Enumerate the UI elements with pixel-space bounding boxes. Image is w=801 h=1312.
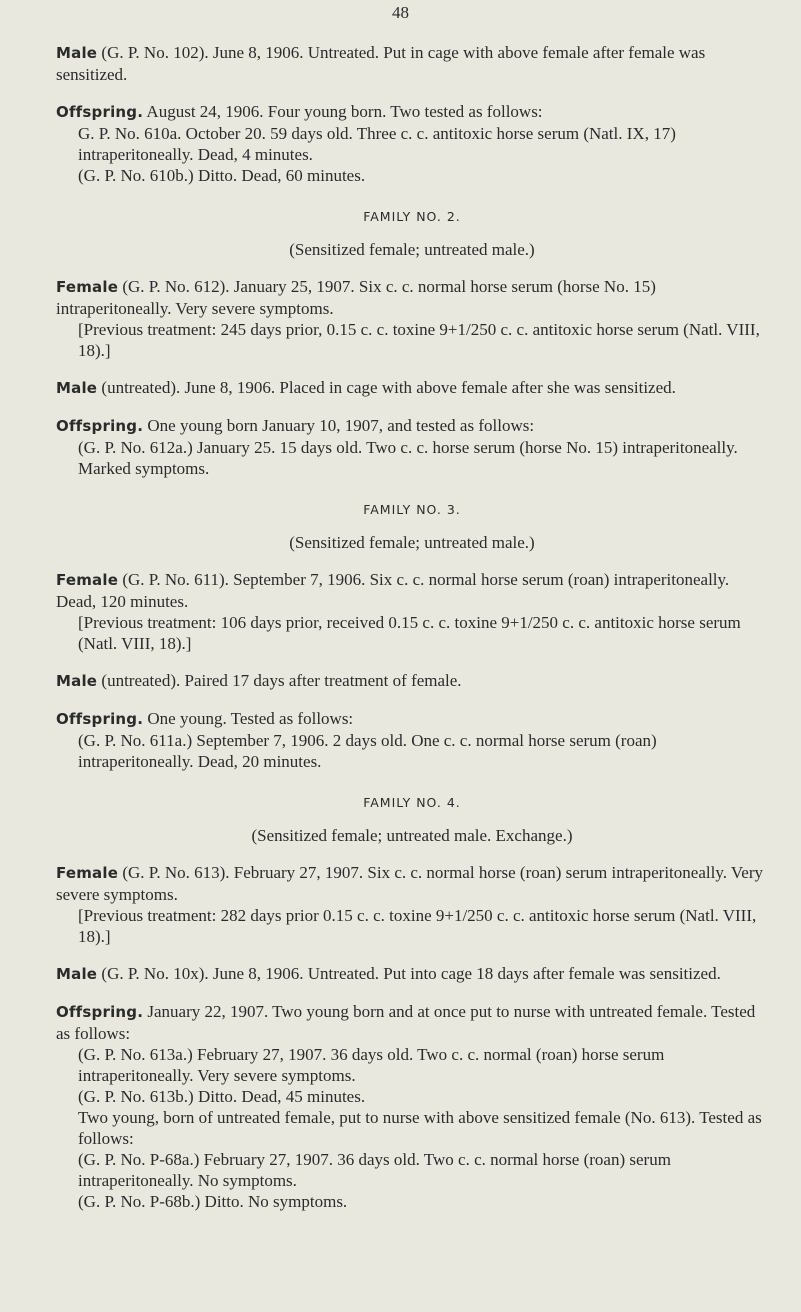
offspring-label: Offspring. bbox=[56, 417, 144, 435]
family-heading: FAMILY NO. 4. bbox=[363, 795, 461, 810]
male-text: (untreated). Paired 17 days after treatment of female. bbox=[97, 671, 462, 690]
female-paragraph bbox=[56, 569, 768, 612]
male-label: Male bbox=[56, 379, 98, 397]
test-line: G. P. No. 610a. October 20. 59 days old. Three c. c. antitoxic horse serum (Natl. IX, 17) intraperitoneally. Dead, 4 minutes. bbox=[78, 124, 676, 164]
intro-offspring-paragraph bbox=[56, 101, 768, 123]
male-paragraph bbox=[56, 377, 768, 399]
female-label: Female bbox=[56, 278, 119, 296]
family-heading: FAMILY NO. 3. bbox=[363, 502, 461, 517]
offspring-text: January 22, 1907. Two young born and at once put to nurse with untreated female. Tested as follows: bbox=[56, 1002, 756, 1043]
test-line: (G. P. No. 611a.) September 7, 1906. 2 days old. One c. c. normal horse serum (roan) intraperitoneally. Dead, 20 minutes. bbox=[78, 731, 657, 771]
family-subtitle: (Sensitized female; untreated male.) bbox=[289, 240, 535, 259]
offspring-text: One young. Tested as follows: bbox=[143, 709, 354, 728]
test-line: (G. P. No. 613b.) Ditto. Dead, 45 minutes. bbox=[78, 1087, 366, 1106]
test-line: (G. P. No. 612a.) January 25. 15 days old. Two c. c. horse serum (horse No. 15) intraperitoneally. Marked symptoms. bbox=[78, 438, 738, 478]
previous-treatment: [Previous treatment: 245 days prior, 0.15 c. c. toxine 9+1/250 c. c. antitoxic horse serum (Natl. VIII, 18).] bbox=[78, 320, 760, 360]
male-label: Male bbox=[56, 44, 98, 62]
offspring-label: Offspring. bbox=[56, 1003, 144, 1021]
offspring-paragraph bbox=[56, 415, 768, 437]
male-paragraph bbox=[56, 963, 768, 985]
female-paragraph bbox=[56, 862, 768, 905]
female-text: (G. P. No. 612). January 25, 1907. Six c. c. normal horse serum (horse No. 15) intraperitoneally. Very severe symptoms. bbox=[56, 277, 656, 318]
intro-male-paragraph bbox=[56, 42, 768, 85]
offspring-paragraph bbox=[56, 708, 768, 730]
offspring-text: One young born January 10, 1907, and tested as follows: bbox=[143, 416, 535, 435]
test-line: Two young, born of untreated female, put to nurse with above sensitized female (No. 613). Tested as follows: bbox=[78, 1108, 762, 1148]
family-heading: FAMILY NO. 2. bbox=[363, 209, 461, 224]
page-content bbox=[56, 42, 768, 1212]
offspring-label: Offspring. bbox=[56, 710, 144, 728]
female-text: (G. P. No. 613). February 27, 1907. Six c. c. normal horse (roan) serum intraperitoneally. Very severe symptoms. bbox=[56, 863, 764, 904]
male-paragraph bbox=[56, 670, 768, 692]
family-subtitle: (Sensitized female; untreated male. Exchange.) bbox=[251, 826, 573, 845]
offspring-text: August 24, 1906. Four young born. Two tested as follows: bbox=[143, 102, 543, 121]
male-text: (G. P. No. 102). June 8, 1906. Untreated. Put in cage with above female after female was sensitized. bbox=[56, 43, 706, 84]
male-label: Male bbox=[56, 965, 98, 983]
male-label: Male bbox=[56, 672, 98, 690]
offspring-paragraph bbox=[56, 1001, 768, 1044]
previous-treatment: [Previous treatment: 106 days prior, received 0.15 c. c. toxine 9+1/250 c. c. antitoxic horse serum (Natl. VIII, 18).] bbox=[78, 613, 741, 653]
offspring-label: Offspring. bbox=[56, 103, 144, 121]
test-line: (G. P. No. P-68b.) Ditto. No symptoms. bbox=[78, 1192, 348, 1211]
test-line: (G. P. No. 613a.) February 27, 1907. 36 days old. Two c. c. normal (roan) horse serum intraperitoneally. Very severe symptoms. bbox=[78, 1045, 665, 1085]
male-text: (untreated). June 8, 1906. Placed in cage with above female after she was sensitized. bbox=[97, 378, 676, 397]
male-text: (G. P. No. 10x). June 8, 1906. Untreated. Put into cage 18 days after female was sensitized. bbox=[97, 964, 721, 983]
test-line: (G. P. No. 610b.) Ditto. Dead, 60 minutes. bbox=[78, 166, 366, 185]
female-text: (G. P. No. 611). September 7, 1906. Six c. c. normal horse serum (roan) intraperitoneally. Dead, 120 minutes. bbox=[56, 570, 730, 611]
female-label: Female bbox=[56, 571, 119, 589]
previous-treatment: [Previous treatment: 282 days prior 0.15 c. c. toxine 9+1/250 c. c. antitoxic horse serum (Natl. VIII, 18).] bbox=[78, 906, 757, 946]
page-number: 48 bbox=[392, 3, 409, 22]
female-label: Female bbox=[56, 864, 119, 882]
family-subtitle: (Sensitized female; untreated male.) bbox=[289, 533, 535, 552]
test-line: (G. P. No. P-68a.) February 27, 1907. 36 days old. Two c. c. normal horse (roan) serum intraperitoneally. No symptoms. bbox=[78, 1150, 671, 1190]
female-paragraph bbox=[56, 276, 768, 319]
